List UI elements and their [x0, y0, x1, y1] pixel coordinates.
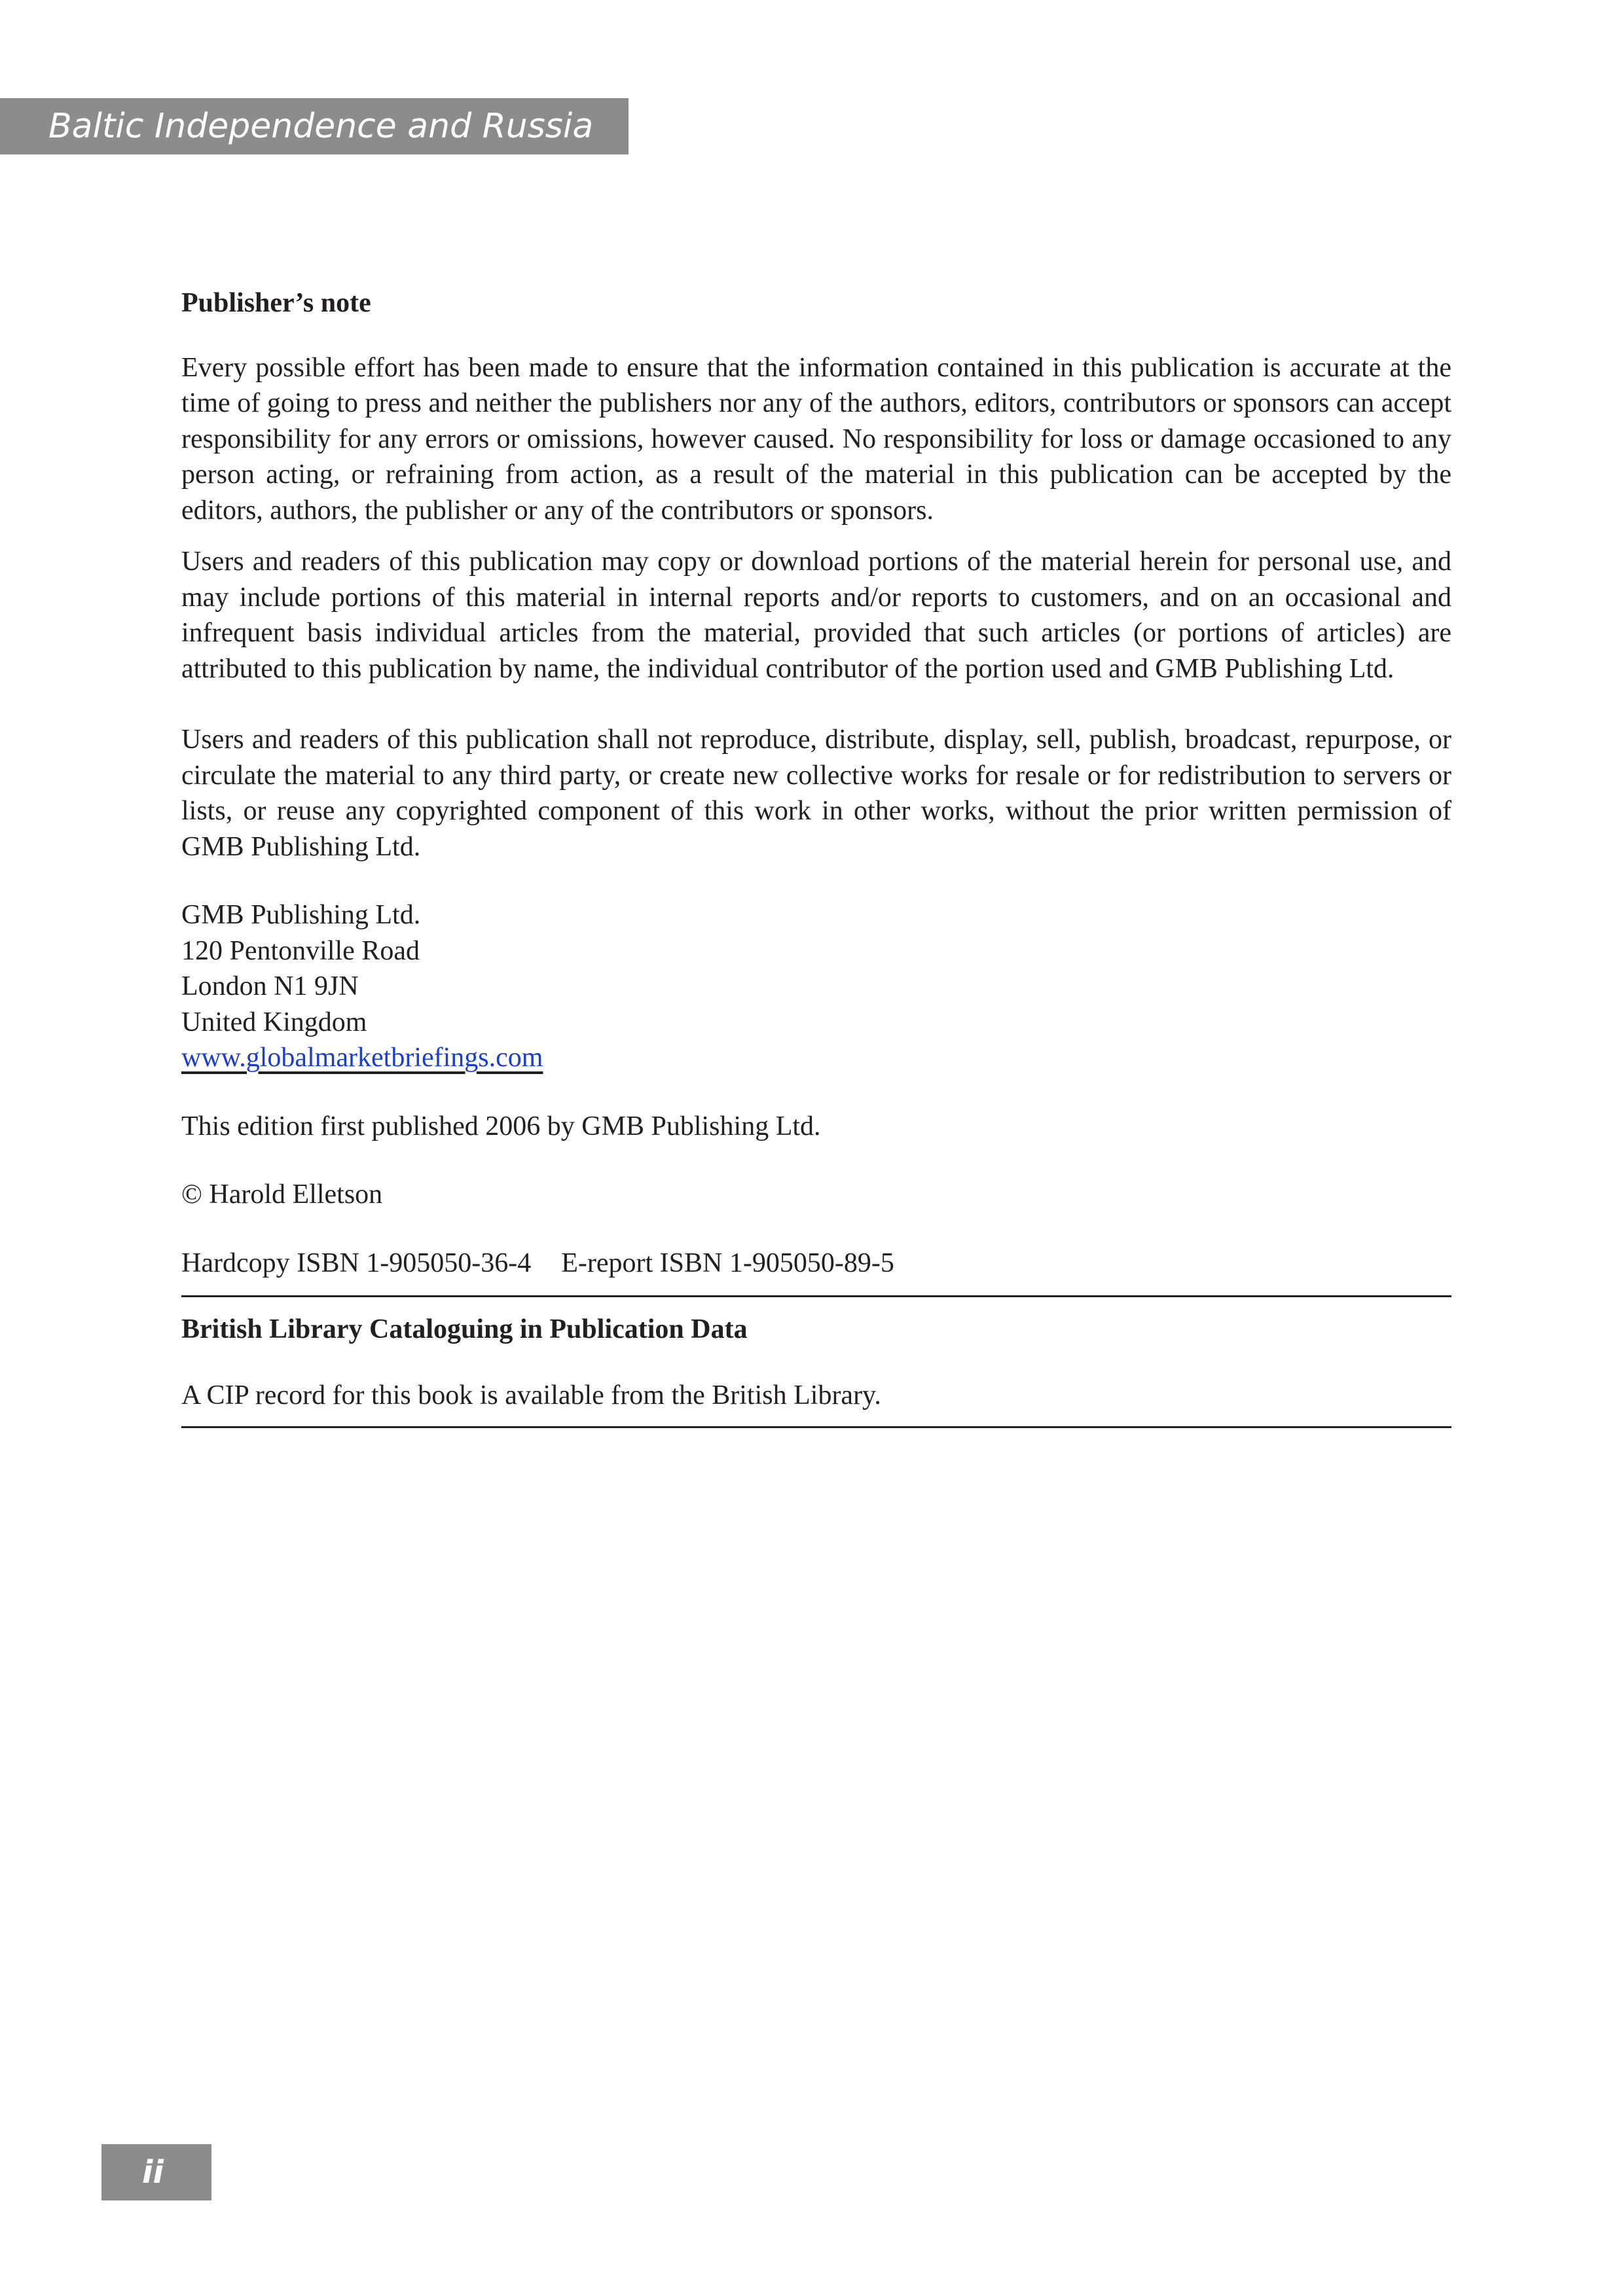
spacer	[181, 1413, 1451, 1426]
spacer	[181, 1281, 1451, 1295]
address-line-company: GMB Publishing Ltd.	[181, 900, 421, 930]
website-link[interactable]: www.globalmarketbriefings.com	[181, 1043, 543, 1073]
spacer	[181, 1076, 1451, 1109]
spacer	[181, 1144, 1451, 1177]
spacer	[181, 1213, 1451, 1246]
address-line-street: 120 Pentonville Road	[181, 935, 420, 966]
address-line-country: United Kingdom	[181, 1007, 367, 1037]
copyright-page-body	[181, 285, 1451, 1428]
page-number: ii	[101, 2144, 211, 2200]
spacer	[181, 528, 1451, 544]
publishers-note-paragraph-3: Users and readers of this publication shall not reproduce, distribute, display, sell, publish, broadcast, repurpose, or circulate the material to any third party, or create new collective works for resale or for redistribution to servers or lists, or reuse any copyrighted component of this work in other works, without the prior written permission of GMB Publishing Ltd.	[181, 725, 1451, 862]
spacer	[181, 1348, 1451, 1378]
publisher-address	[181, 897, 1451, 1076]
website-line	[181, 1040, 1451, 1076]
running-header: Baltic Independence and Russia	[0, 98, 629, 154]
cip-heading: British Library Cataloguing in Publication Data	[181, 1314, 748, 1344]
address-line-city: London N1 9JN	[181, 971, 359, 1001]
isbn-line	[181, 1246, 1451, 1282]
publishers-note-paragraph-1: Every possible effort has been made to ensure that the information contained in this publication is accurate at the time of going to press and neither the publishers nor any of the authors, editors, contributors or sponsors can accept responsibility for any errors or omissions, however caused. No responsibility for loss or damage occasioned to any person acting, or refraining from action, as a result of the material in this publication can be accepted by the editors, authors, the publisher or any of the contributors or sponsors.	[181, 352, 1451, 526]
ereport-isbn: E-report ISBN 1-905050-89-5	[561, 1247, 894, 1278]
spacer	[181, 687, 1451, 722]
spacer	[181, 1297, 1451, 1312]
publishers-note-heading: Publisher’s note	[181, 288, 371, 318]
spacer	[181, 865, 1451, 897]
edition-statement: This edition first published 2006 by GMB Publishing Ltd.	[181, 1111, 821, 1141]
cip-bottom-rule	[181, 1426, 1451, 1428]
publishers-note-paragraph-2: Users and readers of this publication may copy or download portions of the material herein for personal use, and may include portions of this material in internal reports and/or reports to customers, and on an occasional and infrequent basis individual articles from the material, provided that such articles (or portions of articles) are attributed to this publication by name, the individual contributor of the portion used and GMB Publishing Ltd.	[181, 547, 1451, 684]
cip-text: A CIP record for this book is available from the British Library.	[181, 1380, 881, 1410]
hardcopy-isbn: Hardcopy ISBN 1-905050-36-4	[181, 1247, 532, 1278]
copyright-statement: © Harold Elletson	[181, 1179, 383, 1210]
